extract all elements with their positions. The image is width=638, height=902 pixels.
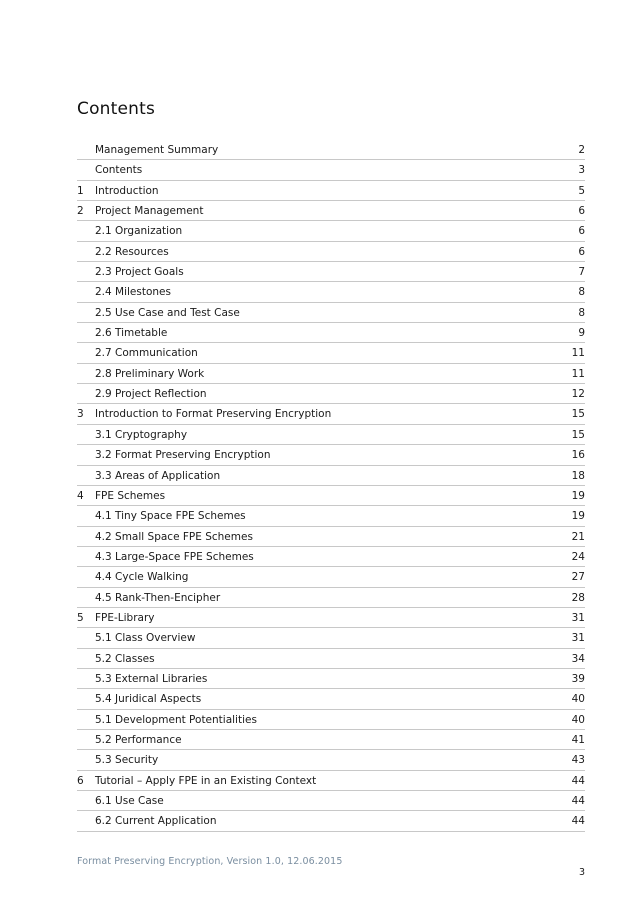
toc-entry-title: 4.2 Small Space FPE Schemes — [95, 530, 253, 543]
toc-entry[interactable] — [77, 628, 585, 648]
toc-entry-number: 6 — [77, 774, 84, 787]
toc-entry[interactable] — [77, 689, 585, 709]
toc-entry-title: Management Summary — [95, 144, 219, 156]
toc-entry[interactable] — [77, 384, 585, 404]
toc-entry[interactable] — [77, 140, 585, 160]
toc-entry[interactable] — [77, 445, 585, 465]
toc-entry[interactable] — [77, 567, 585, 587]
toc-entry-title: 5.3 Security — [95, 754, 159, 767]
toc-entry-title: 5.2 Classes — [95, 652, 155, 665]
toc-entry[interactable] — [77, 404, 585, 424]
toc-entry-number: 4 — [77, 489, 84, 502]
toc-entry-title: 3.3 Areas of Application — [95, 469, 221, 482]
toc-entry-page: 18 — [571, 469, 585, 482]
toc-entry-title: 4.5 Rank-Then-Encipher — [95, 591, 221, 604]
toc-entry-page: 15 — [571, 408, 585, 421]
toc-entry-page: 28 — [571, 591, 585, 604]
toc-entry[interactable] — [77, 201, 585, 221]
toc-entry-page: 11 — [571, 347, 585, 360]
toc-entry[interactable] — [77, 811, 585, 831]
toc-entry-page: 19 — [571, 510, 585, 523]
toc-entry-title: 4.3 Large-Space FPE Schemes — [95, 550, 254, 563]
toc-entry-page: 19 — [571, 489, 585, 502]
toc-entry-page: 6 — [578, 225, 585, 238]
toc-entry-page: 8 — [578, 306, 585, 319]
toc-entry-title: Introduction — [95, 184, 159, 197]
toc-entry-page: 16 — [571, 449, 585, 462]
toc-entry[interactable] — [77, 364, 585, 384]
toc-entry[interactable] — [77, 506, 585, 526]
toc-entry[interactable] — [77, 343, 585, 363]
toc-entry[interactable] — [77, 466, 585, 486]
toc-entry-page: 31 — [571, 632, 585, 645]
toc-entry[interactable] — [77, 791, 585, 811]
toc-entry-page: 7 — [578, 266, 585, 279]
toc-entry-page: 39 — [571, 672, 585, 685]
toc-entry[interactable] — [77, 669, 585, 689]
toc-entry-title: 5.3 External Libraries — [95, 672, 208, 685]
toc-entry-page: 6 — [578, 245, 585, 258]
toc-entry-page: 40 — [571, 693, 585, 706]
toc-entry-title: 2.9 Project Reflection — [95, 388, 207, 401]
toc-entry-title: 2.7 Communication — [95, 347, 198, 360]
toc-entry-page: 44 — [571, 815, 585, 828]
toc-entry-title: 2.6 Timetable — [95, 327, 168, 340]
toc-entry-number: 1 — [77, 184, 84, 197]
toc-entry-page: 34 — [571, 652, 585, 665]
toc-entry[interactable] — [77, 608, 585, 628]
toc-entry[interactable] — [77, 771, 585, 791]
toc-entry-page: 40 — [571, 713, 585, 726]
toc-entry-number: 3 — [77, 408, 84, 421]
toc-entry-page: 9 — [578, 327, 585, 340]
toc-entry-title: 4.1 Tiny Space FPE Schemes — [95, 510, 246, 523]
toc-entry-title: Tutorial – Apply FPE in an Existing Context — [95, 774, 317, 787]
toc-entry[interactable] — [77, 282, 585, 302]
toc-entry-title: 3.2 Format Preserving Encryption — [95, 449, 271, 462]
toc-entry-title: 5.4 Juridical Aspects — [95, 693, 202, 706]
toc-entry-page: 27 — [571, 571, 585, 584]
toc-entry-page: 41 — [571, 733, 585, 746]
toc-entry-title: 5.1 Class Overview — [95, 632, 196, 645]
toc-entry[interactable] — [77, 527, 585, 547]
toc-entry[interactable] — [77, 486, 585, 506]
toc-entry-title: 5.2 Performance — [95, 733, 182, 746]
toc-entry-page: 6 — [578, 205, 585, 218]
toc-entry[interactable] — [77, 262, 585, 282]
toc-entry-page: 2 — [578, 144, 585, 156]
footer-page-number: 3 — [578, 867, 585, 878]
toc-entry[interactable] — [77, 547, 585, 567]
toc-entry[interactable] — [77, 160, 585, 180]
toc-entry[interactable] — [77, 221, 585, 241]
toc-entry-title: 2.8 Preliminary Work — [95, 367, 205, 380]
toc-entry-title: 2.1 Organization — [95, 225, 183, 238]
toc-entry-page: 44 — [571, 795, 585, 807]
toc-entry[interactable] — [77, 323, 585, 343]
toc-entry[interactable] — [77, 649, 585, 669]
toc-entry-title: 2.4 Milestones — [95, 286, 171, 299]
toc-entry-page: 44 — [571, 774, 585, 787]
toc-entry-page: 24 — [571, 550, 585, 563]
toc-entry-page: 12 — [571, 388, 585, 401]
toc-entry-page: 8 — [578, 286, 585, 299]
toc-entry-page: 31 — [571, 611, 585, 624]
toc-entry-number: 2 — [77, 205, 84, 218]
toc-entry-title: Introduction to Format Preserving Encryption — [95, 408, 332, 421]
toc-entry[interactable] — [77, 242, 585, 262]
toc-entry-title: 2.3 Project Goals — [95, 266, 184, 279]
page-title: Contents — [77, 99, 156, 119]
toc-entry-title: 6.2 Current Application — [95, 815, 217, 828]
toc-entry-title: FPE-Library — [95, 611, 155, 624]
toc-entry[interactable] — [77, 181, 585, 201]
toc-entry[interactable] — [77, 588, 585, 608]
toc-entry-title: 3.1 Cryptography — [95, 428, 188, 441]
toc-entry[interactable] — [77, 730, 585, 750]
toc-entry-page: 15 — [571, 428, 585, 441]
footer-document-info: Format Preserving Encryption, Version 1.0, 12.06.2015 — [77, 856, 343, 867]
toc-entry[interactable] — [77, 750, 585, 770]
toc-entry-title: FPE Schemes — [95, 489, 166, 502]
toc-entry-title: Contents — [95, 164, 143, 177]
toc-entry-title: 2.5 Use Case and Test Case — [95, 306, 240, 319]
toc-entry[interactable] — [77, 303, 585, 323]
toc-entry-title: 5.1 Development Potentialities — [95, 713, 257, 726]
table-of-contents — [77, 140, 585, 832]
toc-entry-title: 4.4 Cycle Walking — [95, 571, 189, 584]
toc-entry-title: 2.2 Resources — [95, 245, 169, 258]
toc-entry-page: 21 — [571, 530, 585, 543]
toc-entry-title: 6.1 Use Case — [95, 795, 164, 807]
toc-entry-page: 43 — [571, 754, 585, 767]
toc-entry-title: Project Management — [95, 205, 204, 218]
toc-entry-page: 3 — [578, 164, 585, 177]
toc-entry-number: 5 — [77, 611, 84, 624]
toc-entry[interactable] — [77, 710, 585, 730]
toc-entry-page: 11 — [571, 367, 585, 380]
toc-entry-page: 5 — [578, 184, 585, 197]
toc-entry[interactable] — [77, 425, 585, 445]
